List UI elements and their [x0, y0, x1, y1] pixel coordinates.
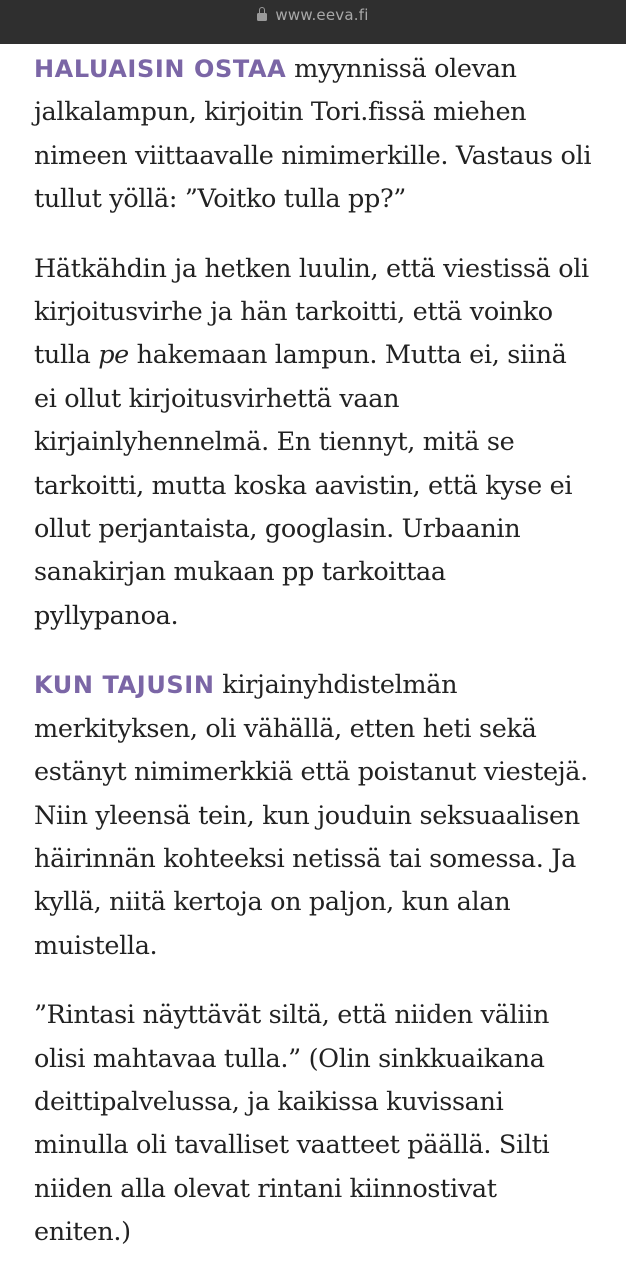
paragraph-4 [34, 994, 594, 1254]
paragraph-2 [34, 248, 594, 639]
paragraph-text: myynnissä olevan jalkalampun, kirjoitin Tori.fissä miehen nimeen viittaavalle nimimerkille. Vastaus oli tullut yöllä: ”Voitko tulla pp?” [34, 54, 592, 215]
paragraph-3 [34, 664, 594, 968]
browser-address-bar[interactable] [0, 0, 626, 44]
paragraph-text: kirjainyhdistelmän merkityksen, oli vähällä, etten heti sekä estänyt nimimerkkiä että poistanut viestejä. Niin yleensä tein, kun jouduin seksuaalisen häirinnän kohteeksi netissä tai somessa. Ja kyllä, niitä kertoja on paljon, kun alan muistella. [34, 670, 588, 961]
paragraph-text: ”Rintasi näyttävät siltä, että niiden väliin olisi mahtavaa tulla.” (Olin sinkkuaikana deittipalvelussa, ja kaikissa kuvissani minulla oli tavalliset vaatteet päällä. Silti niiden alla olevat rintani kiinnostivat eniten.) [34, 1000, 550, 1248]
paragraph-1 [34, 48, 594, 222]
paragraph-text: hakemaan lampun. Mutta ei, siinä ei ollut kirjoitusvirhettä vaan kirjainlyhennelmä. En tiennyt, mitä se tarkoitti, mutta koska aavistin, että kyse ei ollut perjantaista, googlasin. Urbaanin sanakirjan mukaan pp tarkoittaa pyllypanoa. [34, 340, 573, 631]
paragraph-text: Hätkähdin ja hetken luulin, että viestissä oli kirjoitusvirhe ja hän tarkoitti, että voinko tulla [34, 253, 589, 371]
lead-in-text: HALUAISIN OSTAA [34, 55, 287, 83]
url-text[interactable]: www.eeva.fi [275, 6, 369, 24]
lead-in-text: KUN TAJUSIN [34, 671, 215, 700]
article-body [34, 48, 594, 1281]
emphasis-text: pe [98, 340, 129, 371]
lock-icon [257, 11, 267, 23]
